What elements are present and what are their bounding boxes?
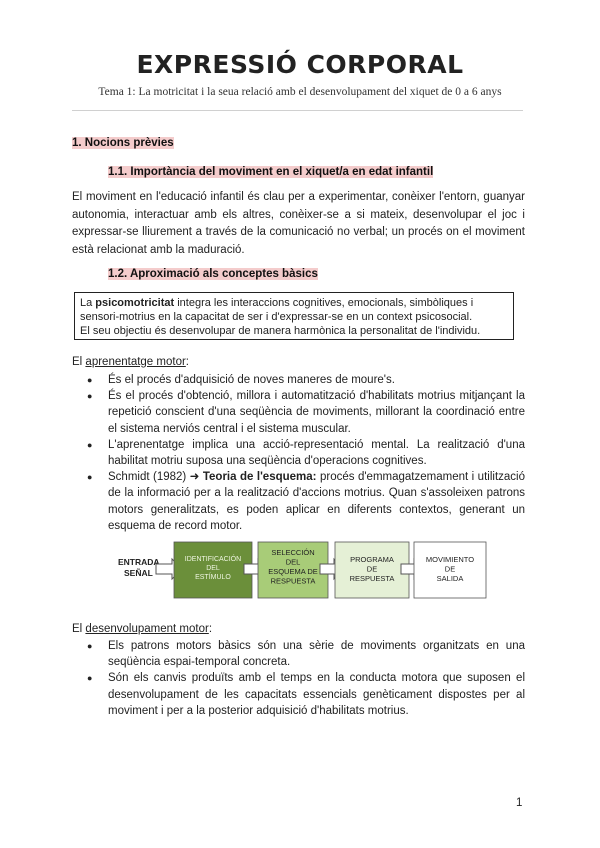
diagram-box-identificacion-text: IDENTIFICACIÓN DEL ESTÍMULO (184, 556, 242, 581)
list-item: ● És el procés d'obtenció, millora i automatització d'habilitats motrius mitjançant la repetició conscient d'una seqüència de moviments, millorant la coordinació entre el sistema nerviós central i el sistema muscular. (72, 388, 525, 437)
page-subtitle: Tema 1: La motricitat i la seua relació amb el desenvolupament del xiquet de 0 a 6 anys (98, 86, 502, 98)
header-divider (72, 110, 523, 111)
subsection-heading-importancia (108, 162, 433, 180)
definition-line-2: sensori-motrius en la capacitat de ser i d'expressar-se en un context psicosocial. (80, 311, 473, 323)
definition-line-1: La psicomotricitat integra les interaccions cognitives, emocionals, simbòliques i (80, 297, 474, 309)
arrow-right-icon: ➜ (189, 471, 200, 484)
page-number: 1 (516, 797, 523, 809)
definition-term: psicomotricitat (95, 297, 175, 309)
definition-box-psicomotricitat (74, 292, 514, 340)
intro-aprenentatge-motor: El aprenentatge motor: (72, 356, 189, 368)
list-item: ● Els patrons motors bàsics són una sèrie de moviments organitzats en una seqüència espai-temporal concreta. (72, 638, 525, 670)
diagram-box-programa-text: PROGRAMA DE RESPUESTA (349, 555, 395, 583)
list-item: ● Són els canvis produïts amb el temps en la conducta motora que suposen el desenvolupament de les capacitats essencials genèticament dispostes per al moviment i per a la posterior adquisició d'habilitats motrius. (72, 670, 525, 719)
list-item: ● És el procés d'adquisició de noves maneres de moure's. (72, 372, 525, 388)
term-desenvolupament-motor: desenvolupament motor (85, 623, 209, 635)
subsection-heading-text: 1.2. Aproximació als conceptes bàsics (108, 268, 318, 280)
bullet-list-aprenentatge (72, 372, 525, 534)
bullet-list-desenvolupament (72, 638, 525, 719)
list-item: ● L'aprenentatge implica una acció-representació mental. La realització d'una habilitat motriu suposa una seqüència d'operacions cognitives. (72, 437, 525, 469)
diagram-box-movimiento-text: MOVIMIENTO DE SALIDA (425, 555, 475, 583)
section-heading-text: 1. Nocions prèvies (72, 137, 174, 149)
term-aprenentatge-motor: aprenentatge motor (85, 356, 186, 368)
subsection-heading-conceptes (108, 264, 318, 282)
entrada-label (118, 557, 160, 578)
subsection-heading-text: 1.1. Importància del moviment en el xiquet/a en edat infantil (108, 166, 434, 178)
paragraph-moviment: El moviment en l'educació infantil és clau per a experimentar, conèixer l'entorn, guanyar autonomia, interactuar amb els altres, conèixer-se a si mateix, desenvolupar el joc i expressar-se lliurement a través de la comunicació no verbal; un procés on el moviment està relacionat amb la maduració. (72, 191, 525, 256)
svg-text:ENTRADASEÑAL: ENTRADA SEÑAL (118, 557, 160, 578)
section-heading-nocions (72, 133, 174, 151)
page-title: EXPRESSIÓ CORPORAL (136, 50, 464, 79)
diagram-box-seleccion-text: SELECCIÓN DEL ESQUEMA DE RESPUESTA (268, 548, 318, 586)
intro-desenvolupament-motor: El desenvolupament motor: (72, 623, 213, 635)
motor-schema-diagram (112, 540, 490, 600)
definition-line-3: El seu objectiu és desenvolupar de manera harmònica la personalitat de l'individu. (80, 325, 481, 337)
list-item-schmidt: ● Schmidt (1982) ➜ Teoria de l'esquema: procés d'emmagatzemament i utilització de la informació per a la realització d'accions motrius. Quan s'assoleixen patrons motors generalitzats, es poden aplicar en diferents contextos, generant un esquema de record motor. (72, 469, 525, 534)
schmidt-term: Teoria de l'esquema: (199, 471, 317, 484)
